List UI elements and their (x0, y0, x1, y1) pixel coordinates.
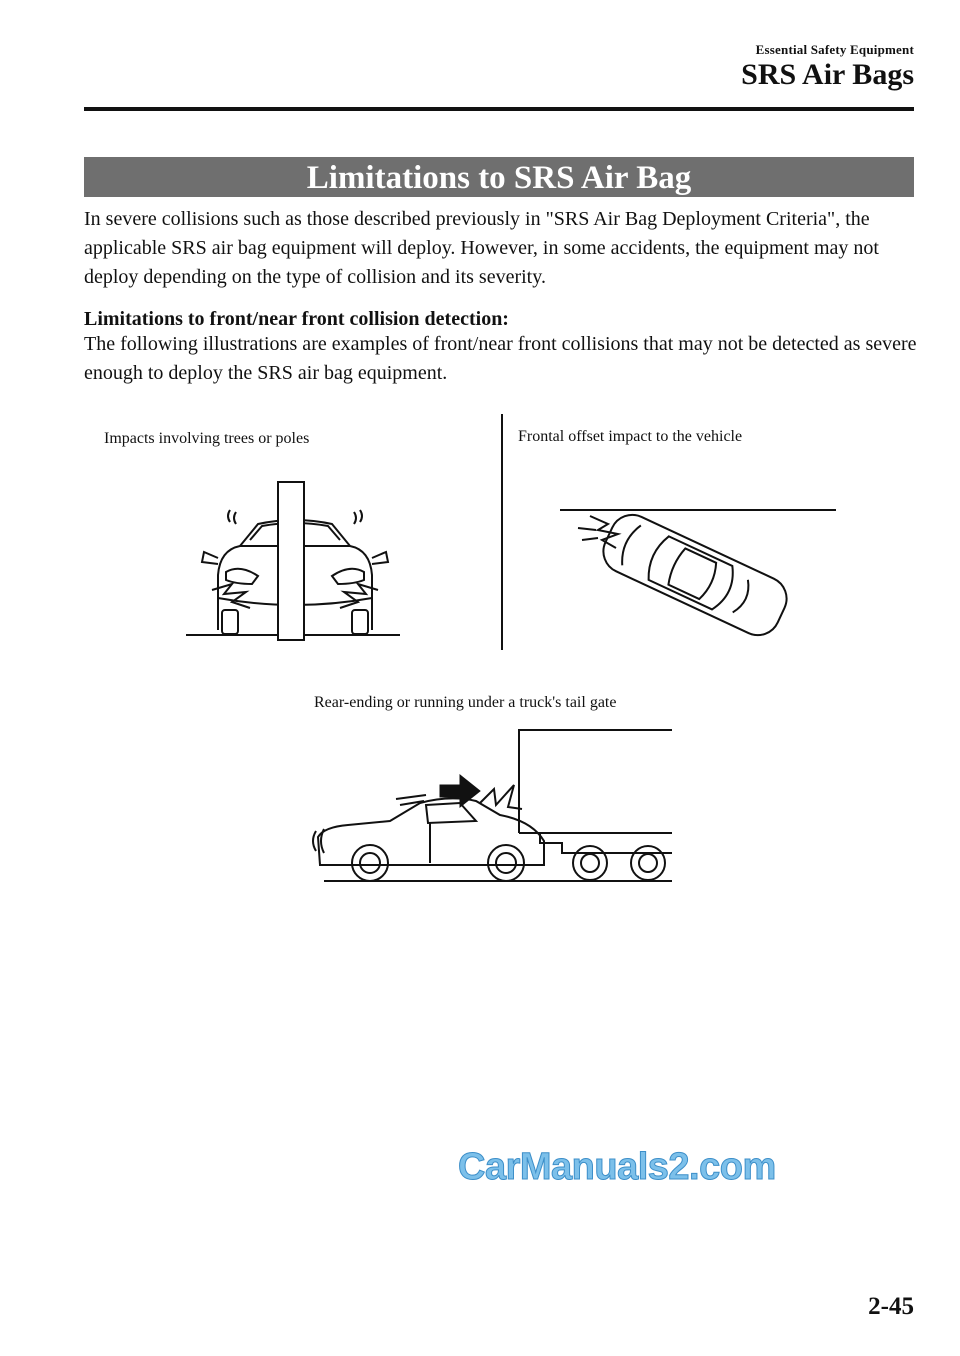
section-label: Essential Safety Equipment (755, 42, 914, 57)
pole-impact-illustration (180, 480, 410, 645)
figure-caption-pole: Impacts involving trees or poles (104, 430, 310, 447)
page-title: SRS Air Bags (741, 58, 914, 91)
figure-caption-offset: Frontal offset impact to the vehicle (518, 428, 743, 445)
page-number: 2-45 (868, 1293, 914, 1320)
intro-paragraph: In severe collisions such as those described previously in "SRS Air Bag Deployment Criteria", the applicable SRS air bag equipment will deploy. However, in some accidents, the equipment may not deploy depending on the type of collision and its severity. (84, 208, 879, 288)
section-banner: Limitations to SRS Air Bag (84, 157, 914, 197)
figure-divider (501, 414, 503, 650)
detail-paragraph: The following illustrations are examples of front/near front collisions that may not be detected as severe enough to deploy the SRS air bag equipment. (84, 333, 917, 384)
header-rule (84, 107, 914, 111)
offset-impact-illustration (560, 500, 840, 640)
truck-underride-illustration (300, 725, 680, 885)
watermark-text: CarManuals2.com (458, 1146, 776, 1188)
subheading: Limitations to front/near front collision detection: (84, 308, 509, 330)
figure-caption-truck: Rear-ending or running under a truck's tail gate (314, 694, 617, 711)
